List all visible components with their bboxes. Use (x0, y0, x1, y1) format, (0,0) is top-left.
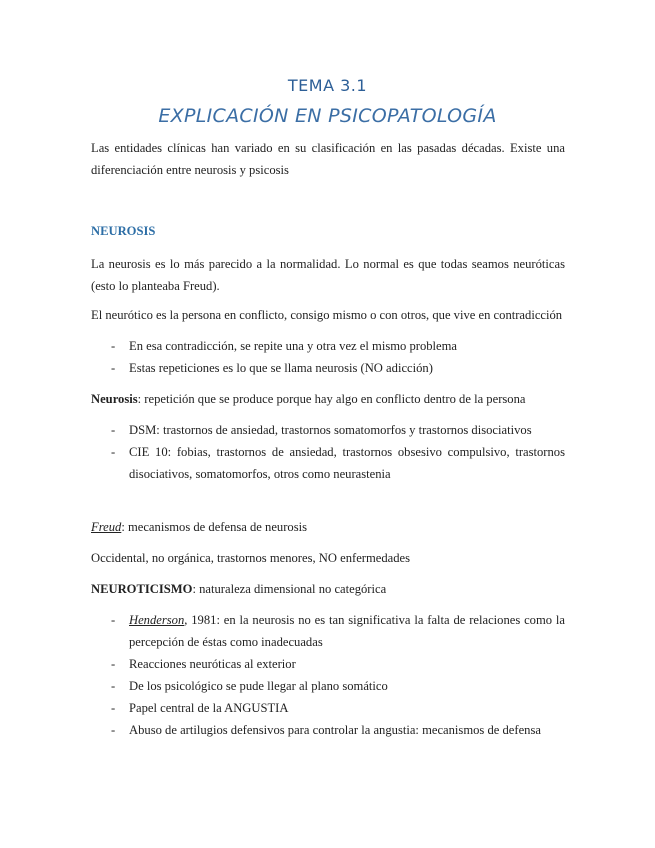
list-item: Abuso de artilugios defensivos para controlar la angustia: mecanismos de defensa (129, 723, 541, 737)
henderson-term: Henderson (129, 613, 185, 627)
page-title: TEMA 3.1 (287, 76, 368, 95)
paragraph-neurotic-person: El neurótico es la persona en conflicto, consigo mismo o con otros, que vive en contradicción (91, 308, 563, 322)
neuroticismo-term: NEUROTICISMO (91, 582, 193, 596)
freud-text: : mecanismos de defensa de neurosis (121, 520, 308, 534)
definition-text: : repetición que se produce porque hay algo en conflicto dentro de la persona (137, 392, 526, 406)
list-dash: - (111, 701, 116, 715)
neurosis-definition (91, 388, 565, 410)
list-dash: - (111, 613, 116, 627)
list-item: CIE 10: fobias, trastornos de ansiedad, trastornos obsesivo compulsivo, trastornos disociativos, somatomorfos, otros como neurastenia (129, 445, 565, 481)
intro-paragraph: Las entidades clínicas han variado en su clasificación en las pasadas décadas. Existe una diferenciación entre neurosis y psicosis (91, 141, 565, 177)
freud-line (91, 516, 565, 538)
list-dash: - (111, 361, 116, 375)
occidental-line: Occidental, no orgánica, trastornos menores, NO enfermedades (91, 551, 411, 565)
list-item: Reacciones neuróticas al exterior (129, 657, 296, 671)
definition-term: Neurosis (91, 392, 138, 406)
list-dash: - (111, 657, 116, 671)
neuroticismo-text: : naturaleza dimensional no categórica (192, 582, 387, 596)
page-subtitle: EXPLICACIÓN EN PSICOPATOLOGÍA (158, 105, 497, 127)
list-item: En esa contradicción, se repite una y otra vez el mismo problema (129, 339, 458, 353)
neuroticismo-line (91, 578, 565, 600)
list-item: De los psicológico se pude llegar al plano somático (129, 679, 388, 693)
list-item (129, 609, 565, 653)
list-item: Estas repeticiones es lo que se llama neurosis (NO adicción) (129, 361, 433, 375)
list-item: DSM: trastornos de ansiedad, trastornos somatomorfos y trastornos disociativos (129, 423, 532, 437)
list-dash: - (111, 679, 116, 693)
henderson-text: , 1981: en la neurosis no es tan significativa la falta de relaciones como la percepción de éstas como inadecuadas (129, 613, 565, 649)
paragraph-neurosis-normal: La neurosis es lo más parecido a la normalidad. Lo normal es que todas seamos neuróticas (esto lo planteaba Freud). (91, 257, 565, 293)
list-item: Papel central de la ANGUSTIA (129, 701, 289, 715)
freud-term: Freud (91, 520, 122, 534)
list-dash: - (111, 723, 116, 737)
list-dash: - (111, 445, 116, 459)
list-dash: - (111, 423, 116, 437)
list-dash: - (111, 339, 116, 353)
section-heading: NEUROSIS (91, 224, 156, 238)
